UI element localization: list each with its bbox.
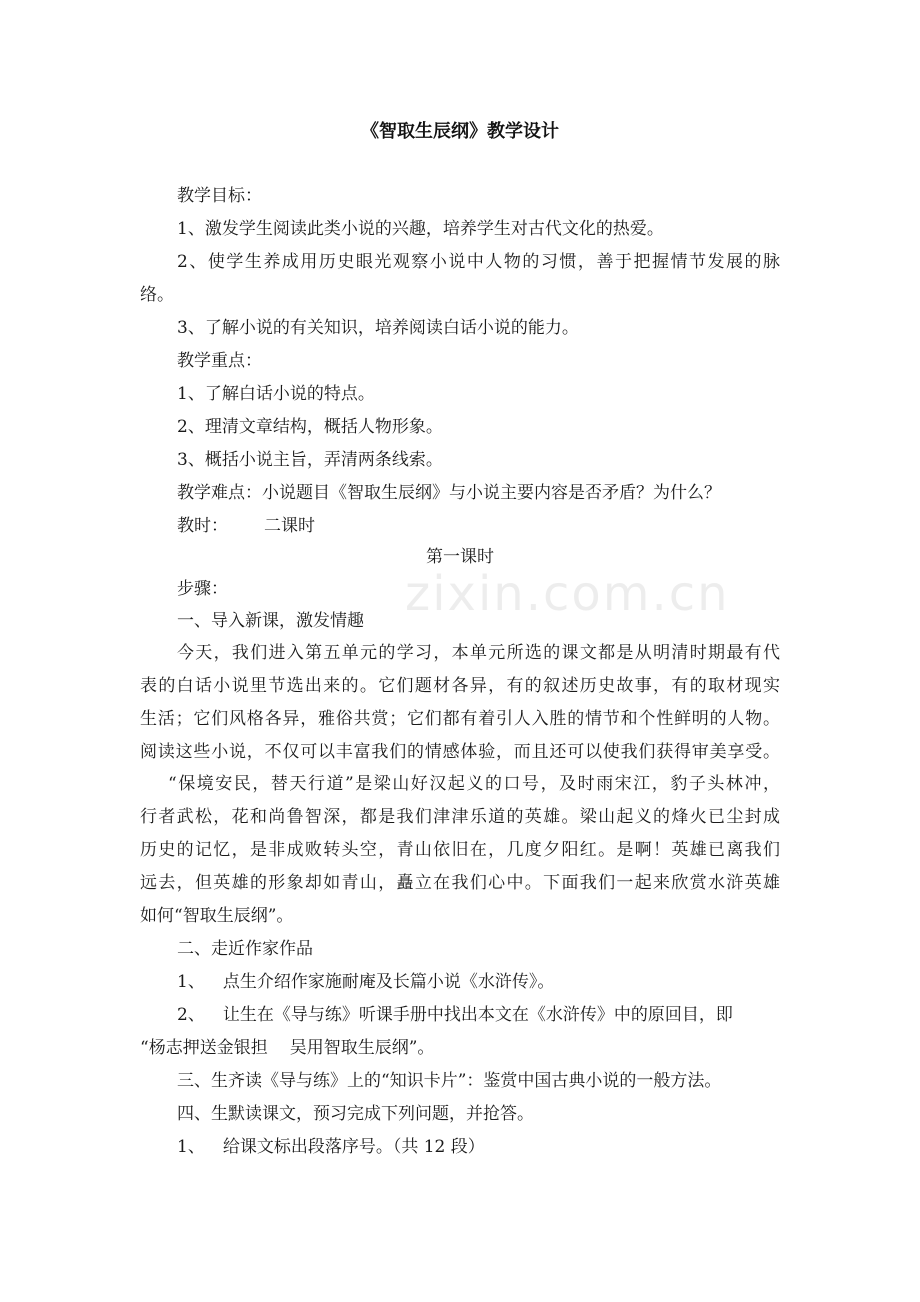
step2-item-2-cont-a: “杨志押送金银担 bbox=[140, 1038, 268, 1058]
step2-item-1-text: 点生介绍作家施耐庵及长篇小说《水浒传》。 bbox=[222, 972, 555, 992]
goal-2-cont: 络。 bbox=[140, 285, 174, 305]
lesson-heading: 第一课时 bbox=[426, 547, 494, 567]
intro-line-2: 表的白话小说里节选出来的。它们题材各异，有的叙述历史故事，有的取材现实 bbox=[140, 676, 780, 696]
goal-1: 1、激发学生阅读此类小说的兴趣，培养学生对古代文化的热爱。 bbox=[177, 219, 664, 239]
key-point-2: 2、理清文章结构，概括人物形象。 bbox=[177, 417, 443, 437]
key-heading: 教学重点： bbox=[177, 351, 262, 371]
document-title: 《智取生辰纲》教学设计 bbox=[361, 121, 559, 142]
hours-value: 二课时 bbox=[264, 516, 315, 536]
hero-line-4: 远去，但英雄的形象却如青山，矗立在我们心中。下面我们一起来欣赏水浒英雄 bbox=[140, 873, 780, 893]
watermark: zixin.com.cn bbox=[405, 566, 730, 622]
hero-line-1: “保境安民，替天行道”是梁山好汉起义的口号，及时雨宋江，豹子头林冲， bbox=[168, 774, 780, 794]
intro-line-1: 今天，我们进入第五单元的学习，本单元所选的课文都是从明清时期最有代 bbox=[177, 643, 780, 663]
hero-line-5: 如何“智取生辰纲”。 bbox=[140, 906, 294, 926]
step2-item-1 bbox=[177, 971, 554, 993]
step4-item-1 bbox=[177, 1136, 485, 1158]
goal-2: 2、使学生养成用历史眼光观察小说中人物的习惯，善于把握情节发展的脉 bbox=[177, 252, 780, 272]
step4-item-1-text: 给课文标出段落序号。（共 12 段） bbox=[222, 1137, 485, 1157]
key-point-1: 1、了解白话小说的特点。 bbox=[177, 384, 375, 404]
step2-item-2-num: 2、 bbox=[177, 1005, 205, 1025]
step4: 四、生默读课文，预习完成下列问题，并抢答。 bbox=[177, 1104, 534, 1124]
difficulty: 教学难点：小说题目《智取生辰纲》与小说主要内容是否矛盾？为什么？ bbox=[177, 483, 721, 503]
key-point-3: 3、概括小说主旨，弄清两条线索。 bbox=[177, 450, 443, 470]
step1-heading: 一、导入新课，激发情趣 bbox=[177, 611, 364, 631]
hero-line-2: 行者武松，花和尚鲁智深，都是我们津津乐道的英雄。梁山起义的烽火已尘封成 bbox=[140, 807, 780, 827]
step2-item-2-cont bbox=[140, 1037, 434, 1059]
intro-line-4: 阅读这些小说，不仅可以丰富我们的情感体验，而且还可以使我们获得审美享受。 bbox=[140, 742, 780, 762]
step2-item-2-cont-b: 吴用智取生辰纲”。 bbox=[289, 1038, 435, 1058]
hours-row bbox=[177, 515, 315, 537]
goal-3: 3、了解小说的有关知识，培养阅读白话小说的能力。 bbox=[177, 318, 579, 338]
hours-label: 教时： bbox=[177, 516, 228, 536]
step2-item-2-text: 让生在《导与练》听课手册中找出本文在《水浒传》中的原回目，即 bbox=[222, 1005, 733, 1025]
step2-item-2 bbox=[177, 1004, 733, 1026]
intro-line-3: 生活；它们风格各异，雅俗共赏；它们都有着引人入胜的情节和个性鲜明的人物。 bbox=[140, 709, 780, 729]
steps-heading: 步骤： bbox=[177, 579, 228, 599]
hero-line-3: 历史的记忆，是非成败转头空，青山依旧在，几度夕阳红。是啊！英雄已离我们 bbox=[140, 840, 780, 860]
step3: 三、生齐读《导与练》上的“知识卡片”：鉴赏中国古典小说的一般方法。 bbox=[177, 1071, 722, 1091]
step4-item-1-num: 1、 bbox=[177, 1137, 205, 1157]
goals-heading: 教学目标： bbox=[177, 186, 262, 206]
step2-item-1-num: 1、 bbox=[177, 972, 205, 992]
step2-heading: 二、走近作家作品 bbox=[177, 939, 313, 959]
